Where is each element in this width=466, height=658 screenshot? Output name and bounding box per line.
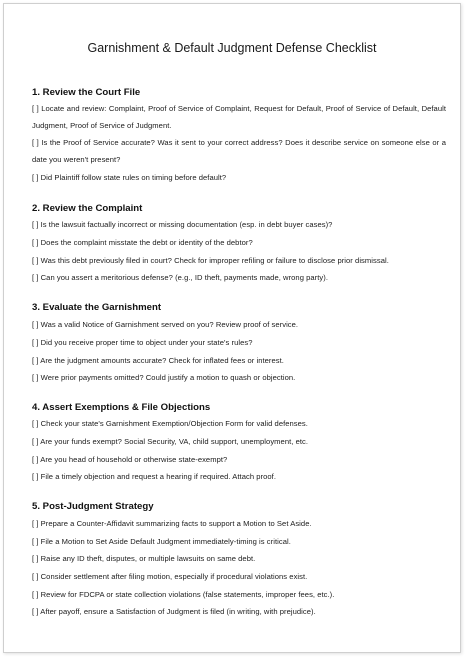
checklist-item: [ ] Are you head of household or otherwise state-exempt? bbox=[32, 455, 228, 464]
checklist-item: [ ] Is the lawsuit factually incorrect or missing documentation (esp. in debt buyer cases)? bbox=[32, 220, 333, 229]
checklist-item: [ ] File a timely objection and request a hearing if required. Attach proof. bbox=[32, 472, 276, 481]
checklist-item: [ ] Was this debt previously filed in court? Check for improper refiling or failure to disclose prior dismissal. bbox=[32, 256, 389, 265]
checklist-item: [ ] File a Motion to Set Aside Default Judgment immediately-timing is critical. bbox=[32, 537, 291, 546]
checklist-item: [ ] After payoff, ensure a Satisfaction of Judgment is filed (in writing, with prejudice). bbox=[32, 607, 316, 616]
section-heading-review-complaint: 2. Review the Complaint bbox=[32, 203, 143, 214]
section-heading-post-judgment-strategy: 5. Post-Judgment Strategy bbox=[32, 501, 154, 512]
checklist-item: [ ] Are the judgment amounts accurate? Check for inflated fees or interest. bbox=[32, 356, 284, 365]
checklist-item: [ ] Are your funds exempt? Social Security, VA, child support, unemployment, etc. bbox=[32, 437, 309, 446]
document-page bbox=[3, 3, 461, 653]
document-title: Garnishment & Default Judgment Defense Checklist bbox=[87, 41, 377, 55]
checklist-item: [ ] Prepare a Counter-Affidavit summarizing facts to support a Motion to Set Aside. bbox=[32, 519, 312, 528]
section-heading-evaluate-garnishment: 3. Evaluate the Garnishment bbox=[32, 302, 162, 313]
checklist-item: [ ] Review for FDCPA or state collection violations (false statements, improper fees, etc.). bbox=[32, 590, 335, 599]
checklist-item: [ ] Were prior payments omitted? Could justify a motion to quash or objection. bbox=[32, 373, 296, 382]
section-heading-review-court-file: 1. Review the Court File bbox=[32, 87, 141, 98]
section-heading-assert-exemptions: 4. Assert Exemptions & File Objections bbox=[32, 402, 211, 413]
checklist-item: [ ] Can you assert a meritorious defense? (e.g., ID theft, payments made, wrong party). bbox=[32, 273, 329, 282]
checklist-item: [ ] Is the Proof of Service accurate? Was it sent to your correct address? Does it describe service on someone else or a date you weren't present? bbox=[32, 138, 446, 164]
checklist-item: [ ] Consider settlement after filing motion, especially if procedural violations exist. bbox=[32, 572, 308, 581]
checklist-item: [ ] Did Plaintiff follow state rules on timing before default? bbox=[32, 173, 227, 182]
checklist-item: [ ] Does the complaint misstate the debt or identity of the debtor? bbox=[32, 238, 253, 247]
checklist-item: [ ] Raise any ID theft, disputes, or multiple lawsuits on same debt. bbox=[32, 554, 256, 563]
checklist-item: [ ] Locate and review: Complaint, Proof of Service of Complaint, Request for Default, Proof of Service of Default, Default Judgment, Proof of Service of Judgment. bbox=[32, 104, 446, 130]
checklist-item: [ ] Check your state's Garnishment Exemption/Objection Form for valid defenses. bbox=[32, 419, 308, 428]
checklist-item: [ ] Did you receive proper time to object under your state's rules? bbox=[32, 338, 253, 347]
checklist-item: [ ] Was a valid Notice of Garnishment served on you? Review proof of service. bbox=[32, 320, 299, 329]
